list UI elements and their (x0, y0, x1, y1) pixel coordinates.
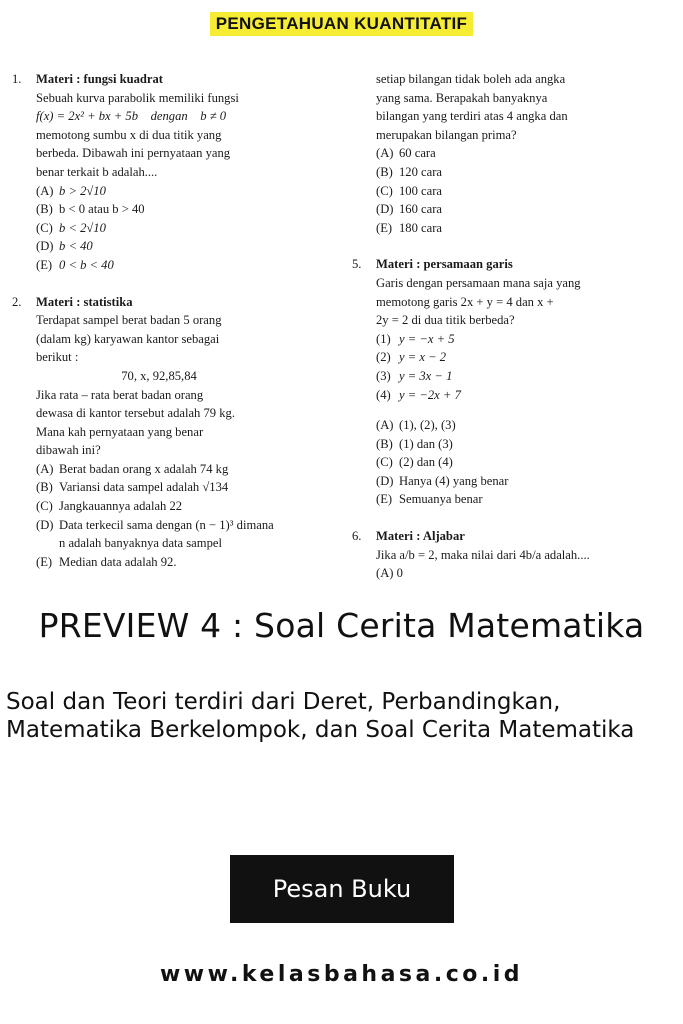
text-line: setiap bilangan tidak boleh ada angka (376, 72, 566, 86)
option (376, 144, 632, 163)
option-label: (E) (376, 220, 393, 235)
statement-text: y = 3x − 1 (399, 368, 453, 383)
option-label: (C) (376, 183, 393, 198)
question-number: 2. (12, 294, 22, 309)
option-label: (D) (376, 473, 394, 488)
option (376, 453, 632, 472)
text-line: memotong sumbu x di dua titik yang (36, 127, 222, 142)
option-text: 100 cara (399, 183, 443, 198)
option-label: (A) (376, 146, 394, 161)
statement (376, 348, 632, 367)
option (36, 182, 282, 201)
text-line: berbeda. Dibawah ini pernyataan yang (36, 146, 231, 161)
option-text: Variansi data sampel adalah √134 (59, 480, 229, 495)
option (376, 219, 632, 238)
option-label: (D) (36, 239, 54, 254)
option (36, 237, 282, 256)
option-label: (E) (36, 554, 53, 569)
option (376, 200, 632, 219)
order-book-button[interactable]: Pesan Buku (230, 855, 454, 923)
option-label: (C) (36, 220, 53, 235)
question-number: 6. (352, 529, 362, 544)
option-text: (1), (2), (3) (399, 418, 456, 433)
option-label: (A) (36, 183, 54, 198)
option (376, 416, 632, 435)
statement-label: (1) (376, 331, 391, 346)
sample-data: 70, x, 92,85,84 (121, 368, 197, 383)
website-link[interactable]: www.kelasbahasa.co.id (159, 962, 524, 987)
option-text: b < 2√10 (59, 220, 106, 235)
question-text (36, 89, 282, 182)
statement-text: y = x − 2 (399, 350, 447, 365)
option-text: 60 cara (399, 146, 436, 161)
text-line: 2y = 2 di dua titik berbeda? (376, 313, 515, 328)
option-label: (C) (376, 455, 393, 470)
question-continued (352, 70, 632, 237)
option (376, 163, 632, 182)
option-text: b > 2√10 (59, 183, 106, 198)
text-line: Mana kah pernyataan yang benar (36, 424, 204, 439)
option (376, 435, 632, 454)
question-number: 5. (352, 257, 362, 272)
option-text: (1) dan (3) (399, 436, 453, 451)
statement-text: y = −2x + 7 (399, 387, 461, 402)
option (36, 516, 282, 553)
text-line: dewasa di kantor tersebut adalah 79 kg. (36, 406, 235, 421)
text-line: yang sama. Berapakah banyaknya (376, 90, 548, 105)
option (36, 200, 282, 219)
option-text: Jangkauannya adalah 22 (59, 499, 183, 514)
option (36, 497, 282, 516)
option-label: (D) (36, 517, 54, 532)
question-5 (352, 255, 632, 509)
question-text: Jika a/b = 2, maka nilai dari 4b/a adalah.... (376, 547, 590, 562)
statement-label: (3) (376, 368, 391, 383)
option (376, 182, 632, 201)
option-text: Semuanya benar (399, 492, 483, 507)
statement-label: (4) (376, 387, 391, 402)
statement (376, 386, 632, 405)
question-1 (12, 70, 282, 275)
option-label: (C) (36, 499, 53, 514)
option-label: (B) (376, 164, 393, 179)
option-label: (B) (376, 436, 393, 451)
text-line: (dalam kg) karyawan kantor sebagai (36, 331, 220, 346)
option (376, 490, 632, 509)
question-topic: Materi : Aljabar (376, 529, 465, 544)
text-line: dibawah ini? (36, 443, 101, 458)
question-topic: Materi : statistika (36, 294, 133, 309)
option-text: Berat badan orang x adalah 74 kg (59, 461, 229, 476)
option: (A) 0 (376, 566, 403, 581)
option-text: Hanya (4) yang benar (399, 473, 509, 488)
option-text: 160 cara (399, 202, 443, 217)
option (36, 460, 282, 479)
text-line: Jika rata – rata berat badan orang (36, 387, 204, 402)
option-text: (2) dan (4) (399, 455, 453, 470)
text-line: Sebuah kurva parabolik memiliki fungsi (36, 90, 239, 105)
option-text: 0 < b < 40 (59, 257, 114, 272)
option-label: (E) (36, 257, 53, 272)
text-line: Garis dengan persamaan mana saja yang (376, 275, 581, 290)
text-line: merupakan bilangan prima? (376, 127, 517, 142)
text-line: memotong garis 2x + y = 4 dan x + (376, 294, 554, 309)
option-label: (D) (376, 202, 394, 217)
statement-label: (2) (376, 350, 391, 365)
option-label: (B) (36, 480, 53, 495)
option-text: 180 cara (399, 220, 443, 235)
question-6 (352, 527, 632, 583)
option (36, 478, 282, 497)
option (36, 219, 282, 238)
option-text: Median data adalah 92. (59, 554, 177, 569)
option-text: b < 0 atau b > 40 (59, 202, 145, 217)
option (36, 553, 282, 572)
right-column (352, 70, 632, 583)
statement (376, 367, 632, 386)
question-topic: Materi : persamaan garis (376, 257, 513, 272)
question-number: 1. (12, 72, 22, 86)
left-column (12, 70, 282, 571)
text-line: benar terkait b adalah.... (36, 164, 158, 179)
question-topic: Materi : fungsi kuadrat (36, 72, 163, 86)
question-text (36, 311, 282, 460)
option-text: Data terkecil sama dengan (n − 1)³ dimana n adalah banyaknya data sampel (59, 517, 274, 551)
option-text: b < 40 (59, 239, 93, 254)
text-line: bilangan yang terdiri atas 4 angka dan (376, 109, 568, 124)
text-line: f(x) = 2x² + bx + 5b dengan b ≠ 0 (36, 109, 227, 124)
option-label: (B) (36, 202, 53, 217)
question-2 (12, 293, 282, 572)
option-label: (E) (376, 492, 393, 507)
option-label: (A) (376, 418, 394, 433)
preview-title: PREVIEW 4 : Soal Cerita Matematika (38, 606, 645, 645)
option (36, 256, 282, 275)
text-line: berikut : (36, 350, 79, 365)
statement (376, 330, 632, 349)
question-text (376, 70, 632, 144)
option-text: 120 cara (399, 164, 443, 179)
statement-text: y = −x + 5 (399, 331, 455, 346)
question-text (376, 274, 632, 330)
worksheet-title: PENGETAHUAN KUANTITATIF (210, 12, 474, 36)
text-line: Terdapat sampel berat badan 5 orang (36, 313, 222, 328)
option-label: (A) (36, 461, 54, 476)
preview-description: Soal dan Teori terdiri dari Deret, Perbandingkan, Matematika Berkelompok, dan Soal Cerita Matematika (6, 689, 635, 743)
option (376, 472, 632, 491)
